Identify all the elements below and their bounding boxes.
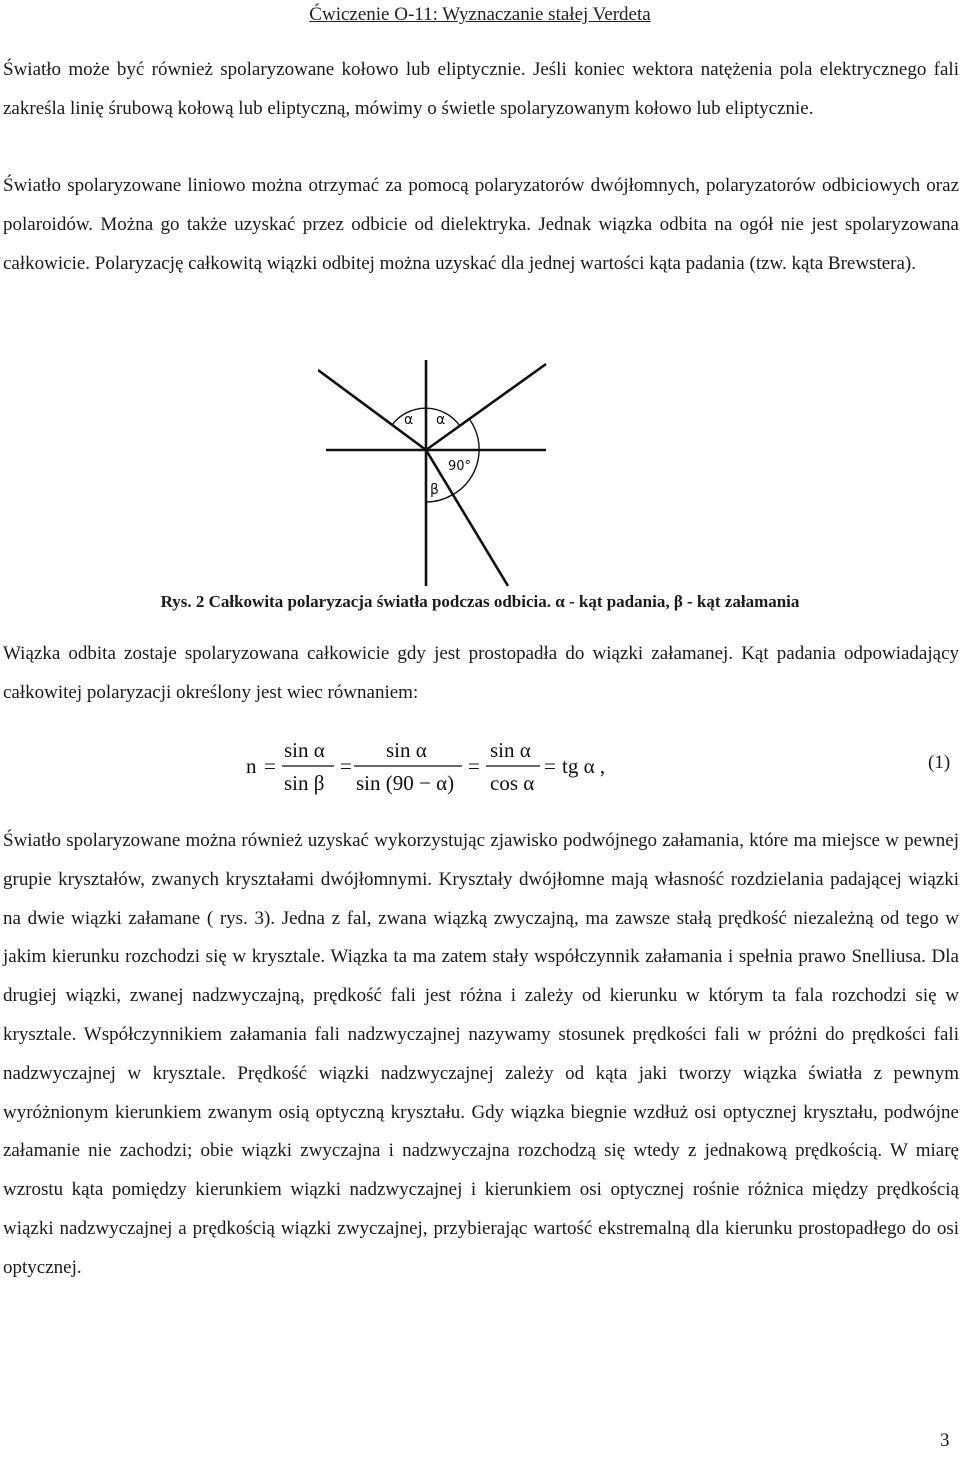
paragraph-linear-polarization: Światło spolaryzowane liniowo można otrzymać za pomocą polaryzatorów dwójłomnych, polaryzatorów odbiciowych oraz polaroidów. Można go także uzyskać przez odbicie od dielektryka. Jednak wiązka odbita na ogół nie jest spolaryzowana całkowicie. Polaryzację całkowitą wiązki odbitej można uzyskać dla jednej wartości kąta padania (tzw. kąta Brewstera).	[3, 175, 959, 274]
eq-num-3: sin α	[490, 738, 531, 762]
brewster-angle-figure	[318, 352, 548, 588]
paragraph-circular-polarization: Światło może być również spolaryzowane kołowo lub eliptycznie. Jeśli koniec wektora natężenia pola elektrycznego fali zakreśla linię śrubową kołową lub eliptyczną, mówimy o świetle spolaryzowanym kołowo lub eliptycznie.	[3, 59, 959, 119]
right-angle-label: 90°	[448, 459, 472, 474]
eq-lhs: n	[246, 754, 257, 778]
eq-equals-4: =	[544, 754, 556, 778]
brewster-equation	[240, 730, 660, 804]
eq-den-2: sin (90 − α)	[356, 771, 455, 795]
figure-caption: Rys. 2 Całkowita polaryzacja światła podczas odbicia. α - kąt padania, β - kąt załamania	[160, 592, 800, 611]
incident-ray	[318, 370, 426, 450]
page-number: 3	[940, 1430, 950, 1451]
paragraph-brewster-condition: Wiązka odbita zostaje spolaryzowana całkowicie gdy jest prostopadła do wiązki załamanej. Kąt padania odpowiadający całkowitej polaryzacji określony jest wiec równaniem:	[3, 643, 959, 703]
page-header: Ćwiczenie O-11: Wyznaczanie stałej Verdeta	[309, 4, 651, 25]
eq-den-3: cos α	[490, 771, 535, 795]
eq-equals-2: =	[340, 754, 352, 778]
eq-num-2: sin α	[386, 738, 427, 762]
eq-num-1: sin α	[284, 738, 325, 762]
paragraph-birefringence: Światło spolaryzowane można również uzyskać wykorzystując zjawisko podwójnego załamania, które ma miejsce w pewnej grupie kryształów, zwanych kryształami dwójłomnymi. Kryształy dwójłomne mają własność rozdzielania padającej wiązki na dwie wiązki załamane ( rys. 3). Jedna z fal, zwana wiązką zwyczajną, ma zawsze stałą prędkość niezależną od tego w jakim kierunku rozchodzi się w krysztale. Wiązka ta ma zatem stały współczynnik załamania i spełnia prawo Snelliusa. Dla drugiej wiązki, zwanej nadzwyczajną, prędkość fali jest różna i zależy od kierunku w którym ta fala rozchodzi się w krysztale. Współczynnikiem załamania fali nadzwyczajnej nazywamy stosunek prędkości fali w próżni do prędkości fali nadzwyczajnej w krysztale. Prędkość wiązki nadzwyczajnej zależy od kąta jaki tworzy wiązka światła z pewnym wyróżnionym kierunkiem zwanym osią optyczną kryształu. Gdy wiązka biegnie wzdłuż osi optycznej kryształu, podwójne załamanie nie zachodzi; obie wiązki zwyczajna i nadzwyczajna rozchodzą się wtedy z jednakową prędkością. W miarę wzrostu kąta pomiędzy kierunkiem wiązki nadzwyczajnej i kierunkiem osi optycznej rośnie różnica między prędkością wiązki nadzwyczajnej a prędkością wiązki zwyczajnej, przybierając wartość ekstremalną dla kierunku prostopadłego do osi optycznej.	[3, 830, 959, 1278]
eq-rhs: tg α ,	[562, 754, 606, 778]
alpha-label-right: α	[436, 412, 446, 428]
eq-den-1: sin β	[284, 771, 325, 795]
eq-equals-1: =	[264, 754, 276, 778]
right-angle-arc	[454, 420, 479, 494]
equation-number: (1)	[928, 752, 951, 773]
alpha-label-left: α	[404, 412, 414, 428]
beta-label: β	[430, 482, 439, 498]
reflected-ray	[426, 364, 546, 450]
eq-equals-3: =	[468, 754, 480, 778]
